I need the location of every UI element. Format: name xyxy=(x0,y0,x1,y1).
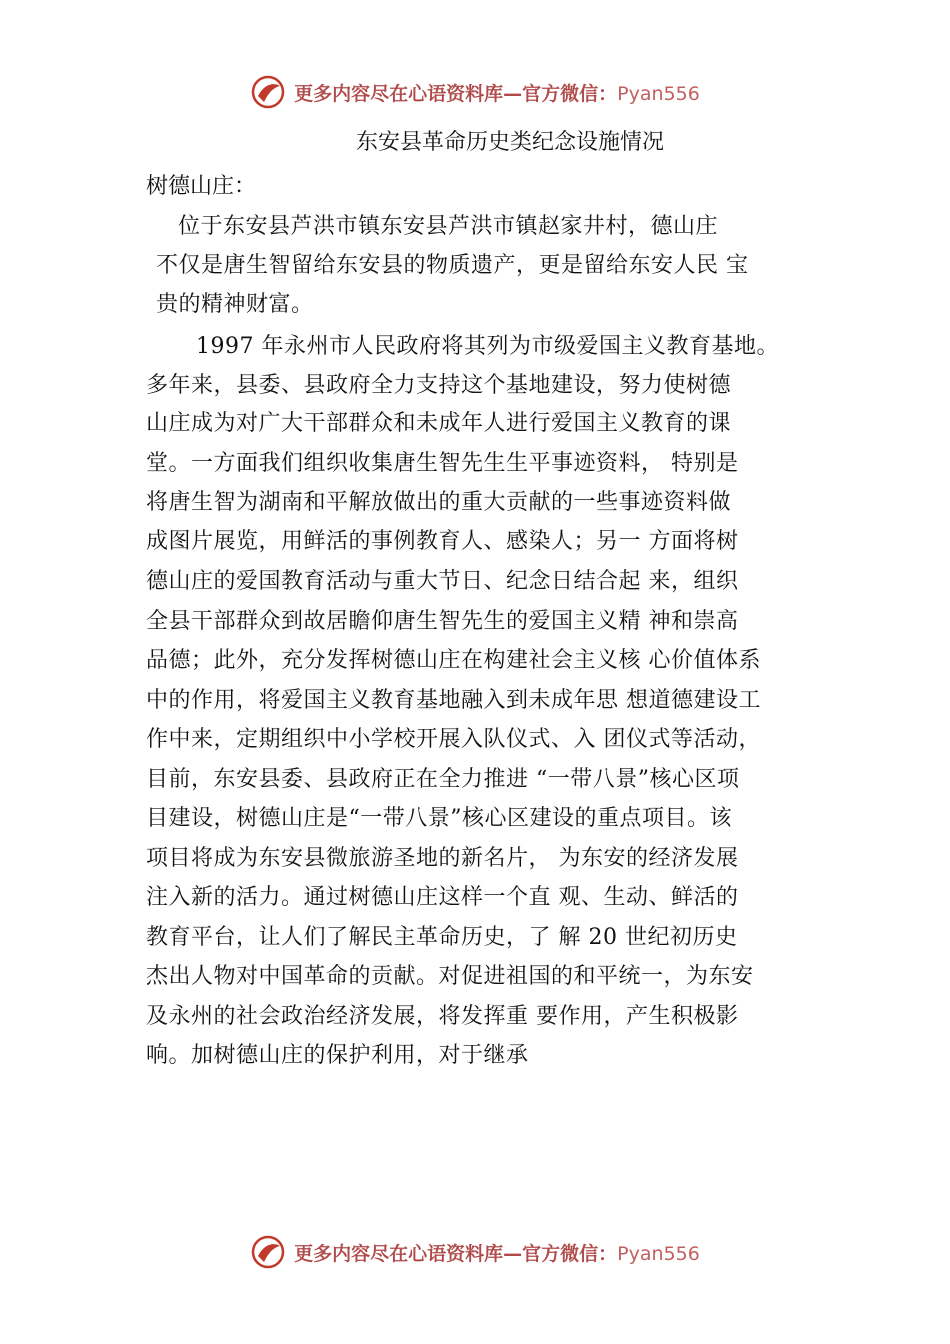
section-heading: 树德山庄： xyxy=(146,174,257,199)
body-line: 及永州的社会政治经济发展，将发挥重 要作用，产生积极影 xyxy=(146,1004,739,1029)
body-line: 注入新的活力。通过树德山庄这样一个直 观、生动、鲜活的 xyxy=(146,885,739,910)
brand-logo-icon xyxy=(250,1234,286,1270)
body-line: 山庄成为对广大干部群众和未成年人进行爱国主义教育的课 xyxy=(146,411,732,436)
body-line: 将唐生智为湖南和平解放做出的重大贡献的一些事迹资料做 xyxy=(146,490,732,515)
watermark-id: Pyan556 xyxy=(617,82,700,105)
body-line: 品德；此外，充分发挥树德山庄在构建社会主义核 心价值体系 xyxy=(146,648,761,673)
watermark-text: 更多内容尽在心语资料库—官方微信：Pyan556 xyxy=(294,82,700,105)
brand-logo-icon xyxy=(250,74,286,110)
body-line: 贵的精神财富。 xyxy=(156,292,314,317)
body-line: 作中来，定期组织中小学校开展入队仪式、入 团仪式等活动， xyxy=(146,727,761,752)
body-line: 全县干部群众到故居瞻仰唐生智先生的爱国主义精 神和崇高 xyxy=(146,609,739,634)
body-line: 成图片展览，用鲜活的事例教育人、感染人；另一 方面将树 xyxy=(146,529,739,554)
body-line: 位于东安县芦洪市镇东安县芦洪市镇赵家井村，德山庄 xyxy=(178,214,719,239)
body-line: 杰出人物对中国革命的贡献。对促进祖国的和平统一，为东安 xyxy=(146,964,754,989)
watermark-id: Pyan556 xyxy=(617,1242,700,1265)
body-line: 项目将成为东安县微旅游圣地的新名片， 为东安的经济发展 xyxy=(146,846,739,871)
body-line: 堂。一方面我们组织收集唐生智先生生平事迹资料， 特别是 xyxy=(146,451,739,476)
body-line: 目建设，树德山庄是“一带八景”核心区建设的重点项目。该 xyxy=(146,806,732,831)
watermark-bottom xyxy=(0,1232,950,1272)
body-line: 目前，东安县委、县政府正在全力推进 “一带八景”核心区项 xyxy=(146,767,740,792)
body-line: 1997 年永州市人民政府将其列为市级爱国主义教育基地。 xyxy=(196,334,779,359)
watermark-text: 更多内容尽在心语资料库—官方微信：Pyan556 xyxy=(294,1242,700,1265)
body-line: 响。加树德山庄的保护利用，对于继承 xyxy=(146,1043,529,1068)
document-title: 东安县革命历史类纪念设施情况 xyxy=(355,130,664,155)
body-line: 不仅是唐生智留给东安县的物质遗产，更是留给东安人民 宝 xyxy=(156,253,749,278)
body-line: 教育平台，让人们了解民主革命历史，了 解 20 世纪初历史 xyxy=(146,925,738,950)
body-line: 中的作用，将爱国主义教育基地融入到未成年思 想道德建设工 xyxy=(146,688,761,713)
body-line: 德山庄的爱国教育活动与重大节日、纪念日结合起 来，组织 xyxy=(146,569,739,594)
watermark-top xyxy=(0,72,950,112)
body-line: 多年来，县委、县政府全力支持这个基地建设，努力使树德 xyxy=(146,373,732,398)
